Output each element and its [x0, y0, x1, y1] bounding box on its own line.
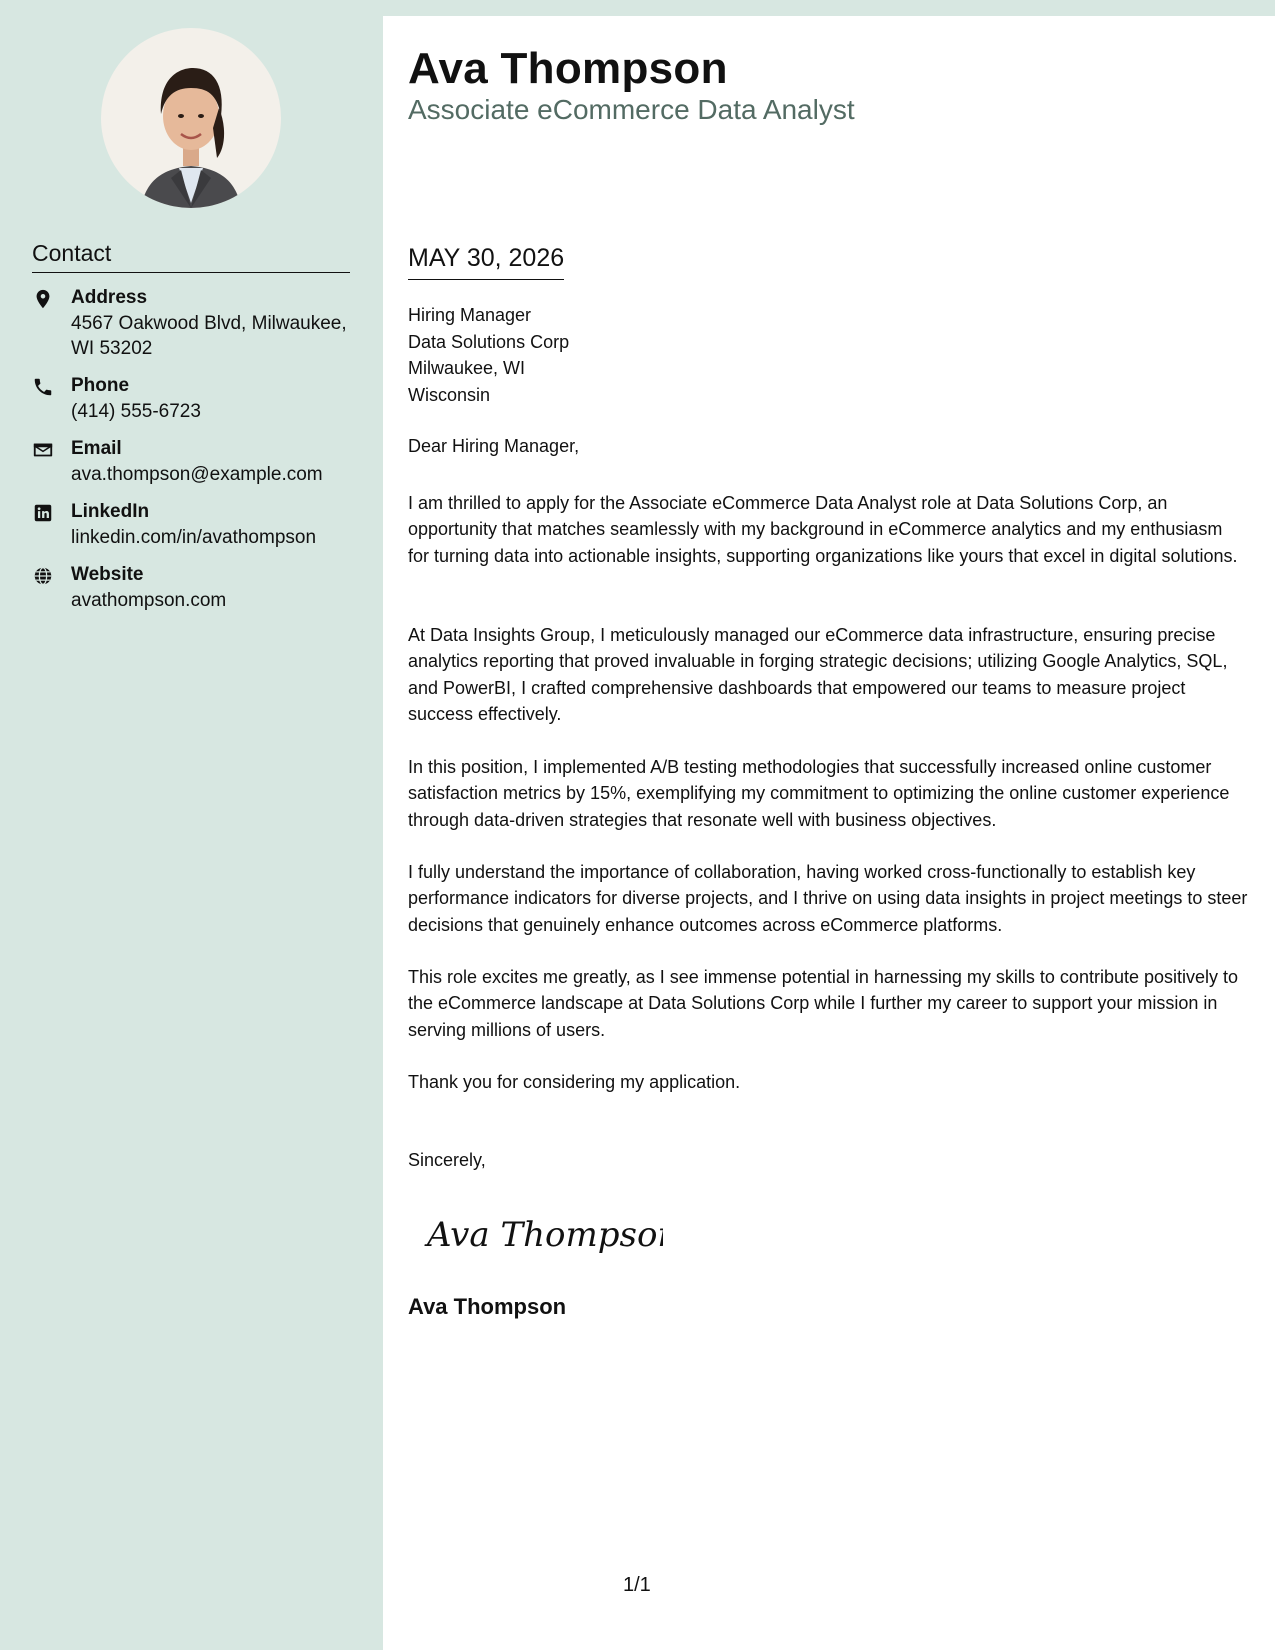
letter-body [383, 16, 1275, 1650]
contact-value: ava.thompson@example.com [71, 464, 323, 485]
contact-label: LinkedIn [71, 501, 150, 522]
paragraph: Thank you for considering my application. [408, 1072, 741, 1092]
signature-image [423, 1206, 663, 1266]
contact-website [32, 563, 362, 613]
contact-heading: Contact [32, 240, 350, 273]
contact-linkedin [32, 500, 362, 550]
signature-text: Ava Thompson [427, 1215, 663, 1255]
envelope-icon [32, 439, 54, 461]
recipient-line: Milwaukee, WI [408, 358, 526, 378]
paragraph: This role excites me greatly, as I see immense potential in harnessing my skills to contribute positively to the eCommerce landscape at Data Solutions Corp while I further my career to support your mission in serving millions of users. [408, 967, 1239, 1040]
contact-phone [32, 374, 362, 424]
contact-address [32, 286, 362, 359]
contact-label: Website [71, 564, 144, 585]
contact-value: 4567 Oakwood Blvd, Milwaukee, WI 53202 [71, 313, 347, 359]
paragraph: In this position, I implemented A/B testing methodologies that successfully increased online customer satisfaction metrics by 15%, exemplifying my commitment to optimizing the online customer experience through data-driven strategies that resonate well with business objectives. [408, 757, 1230, 830]
recipient-line: Data Solutions Corp [408, 331, 570, 352]
salutation: Dear Hiring Manager, [408, 436, 580, 456]
letter-date: MAY 30, 2026 [408, 244, 564, 280]
contact-label: Phone [71, 375, 130, 396]
recipient-line: Wisconsin [408, 384, 491, 405]
job-title: Associate eCommerce Data Analyst [408, 94, 855, 125]
globe-icon [32, 565, 54, 587]
signer-name: Ava Thompson [408, 1294, 567, 1319]
phone-icon [32, 376, 54, 398]
contact-label: Address [71, 287, 148, 308]
applicant-name: Ava Thompson [408, 44, 728, 93]
recipient-block [408, 302, 569, 408]
contact-label: Email [71, 438, 122, 459]
closing: Sincerely, [408, 1150, 486, 1170]
paragraph: At Data Insights Group, I meticulously managed our eCommerce data infrastructure, ensuring precise analytics reporting that proved invaluable in forging strategic decisions; utilizing Google Analytics, SQL, and PowerBI, I crafted comprehensive dashboards that empowered our teams to measure project success effectively. [408, 625, 1228, 724]
page-number: 1/1 [623, 1574, 651, 1596]
profile-photo [101, 28, 281, 208]
recipient-line: Hiring Manager [408, 305, 532, 325]
paragraph: I am thrilled to apply for the Associate eCommerce Data Analyst role at Data Solutions Corp, an opportunity that matches seamlessly with my background in eCommerce analytics and my enthusiasm for turning data into actionable insights, supporting organizations like yours that excel in digital solutions. [408, 493, 1238, 566]
contact-email [32, 437, 362, 487]
paragraph: I fully understand the importance of collaboration, having worked cross-functionally to establish key performance indicators for diverse projects, and I thrive on using data insights in project meetings to steer decisions that genuinely enhance outcomes across eCommerce platforms. [408, 862, 1248, 935]
location-pin-icon [32, 288, 54, 310]
contact-value: avathompson.com [71, 590, 227, 611]
linkedin-icon [32, 502, 54, 524]
contact-value: (414) 555-6723 [71, 401, 201, 422]
sidebar [0, 0, 383, 1650]
contact-value: linkedin.com/in/avathompson [71, 527, 317, 548]
